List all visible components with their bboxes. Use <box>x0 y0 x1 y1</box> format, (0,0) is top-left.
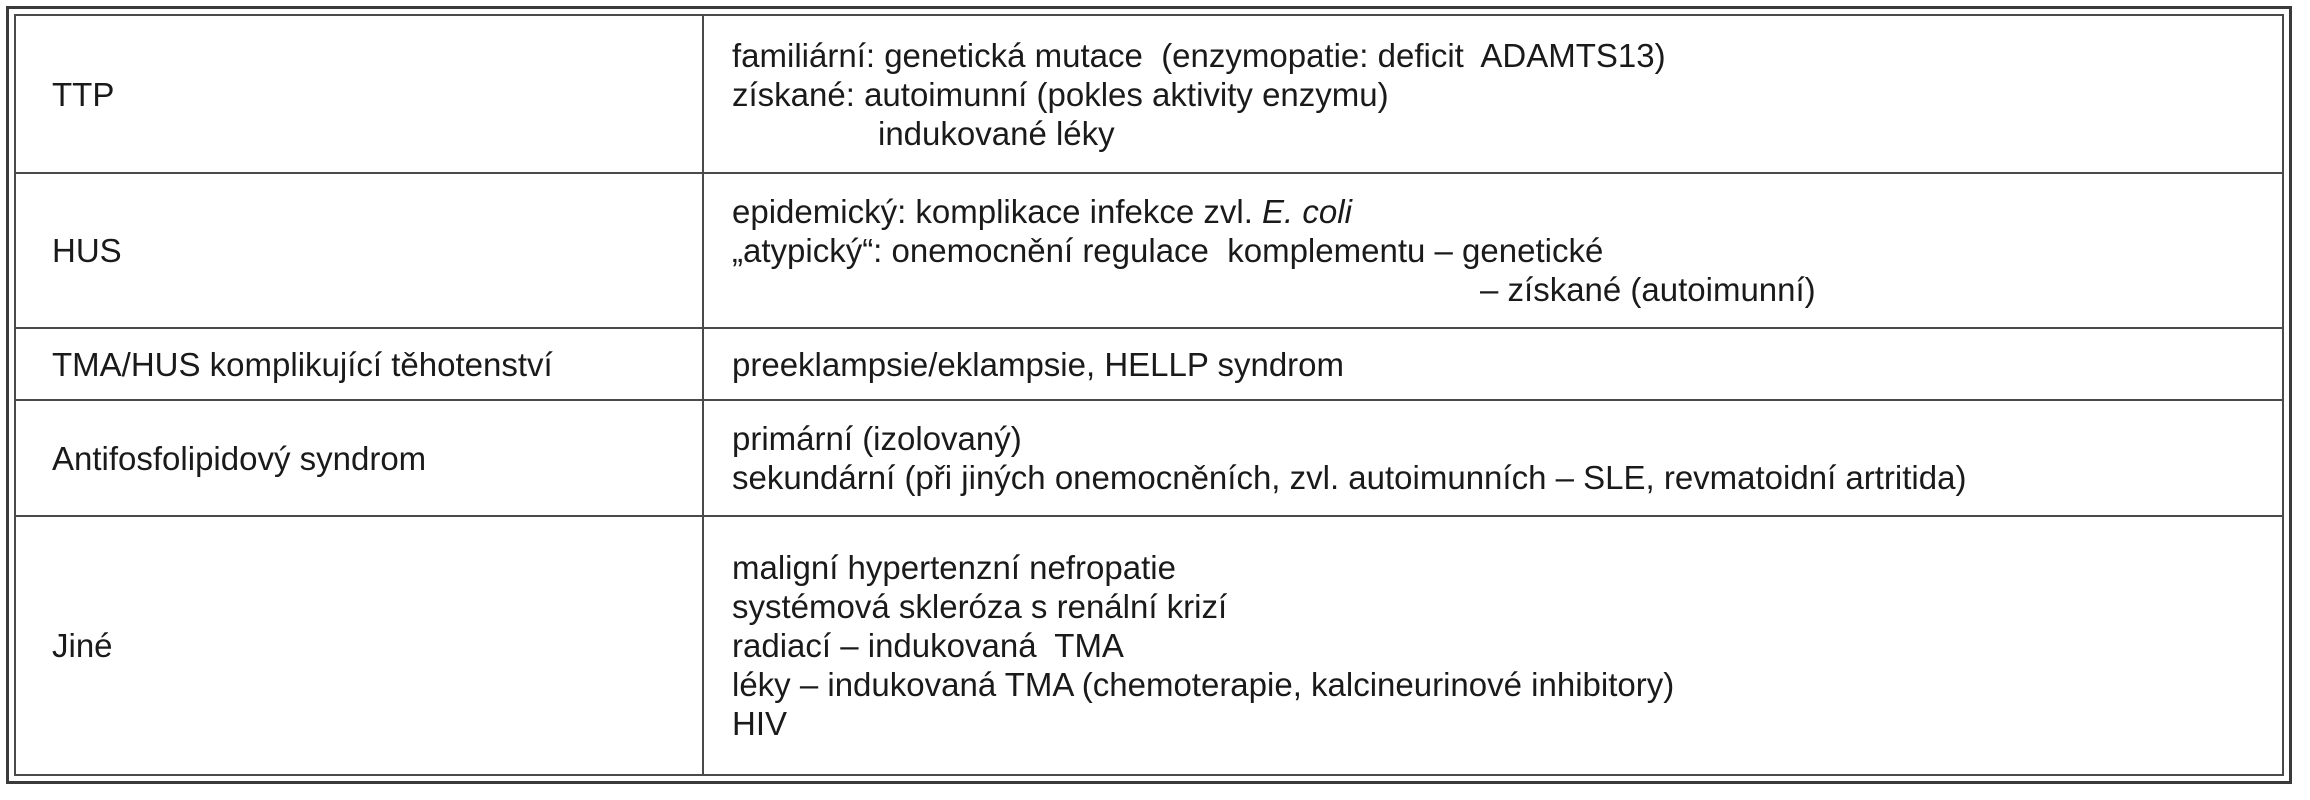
organism-name: E. coli <box>1262 193 1352 230</box>
description-line: preeklampsie/eklampsie, HELLP syndrom <box>732 345 1344 383</box>
description-line: – získané (autoimunní) <box>1480 271 1816 308</box>
description-cell <box>703 173 2282 328</box>
category-cell: TTP <box>16 16 703 173</box>
table-inner-frame <box>14 14 2284 776</box>
description-line: získané: autoimunní (pokles aktivity enzymu) <box>732 75 1389 113</box>
table-row <box>16 328 2282 400</box>
tma-classification-table <box>16 16 2282 774</box>
table-outer-frame <box>6 6 2292 784</box>
description-line <box>732 192 2282 231</box>
description-line: systémová skleróza s renální krizí <box>732 588 1228 625</box>
description-text: epidemický: komplikace infekce zvl. <box>732 193 1263 230</box>
description-cell <box>703 328 2282 400</box>
table-row <box>16 516 2282 774</box>
table-row <box>16 16 2282 173</box>
description-cell <box>703 516 2282 774</box>
description-line: „atypický“: onemocnění regulace komplementu – genetické <box>732 232 1604 269</box>
category-cell: HUS <box>16 173 703 328</box>
description-line: maligní hypertenzní nefropatie <box>732 549 1176 586</box>
description-line: HIV <box>732 705 788 742</box>
description-cell <box>703 16 2282 173</box>
description-line: primární (izolovaný) <box>732 420 1022 457</box>
description-line: indukované léky <box>878 114 1115 152</box>
description-line: familiární: genetická mutace (enzymopatie: deficit ADAMTS13) <box>732 36 1666 74</box>
table-row <box>16 400 2282 516</box>
category-cell: TMA/HUS komplikující těhotenství <box>16 328 703 400</box>
description-cell <box>703 400 2282 516</box>
description-line: sekundární (při jiných onemocněních, zvl. autoimunních – SLE, revmatoidní artritida) <box>732 459 1967 496</box>
category-cell: Jiné <box>16 516 703 774</box>
table-row <box>16 173 2282 328</box>
category-cell: Antifosfolipidový syndrom <box>16 400 703 516</box>
description-line: radiací – indukovaná TMA <box>732 627 1124 664</box>
description-line: léky – indukovaná TMA (chemoterapie, kalcineurinové inhibitory) <box>732 666 1675 703</box>
